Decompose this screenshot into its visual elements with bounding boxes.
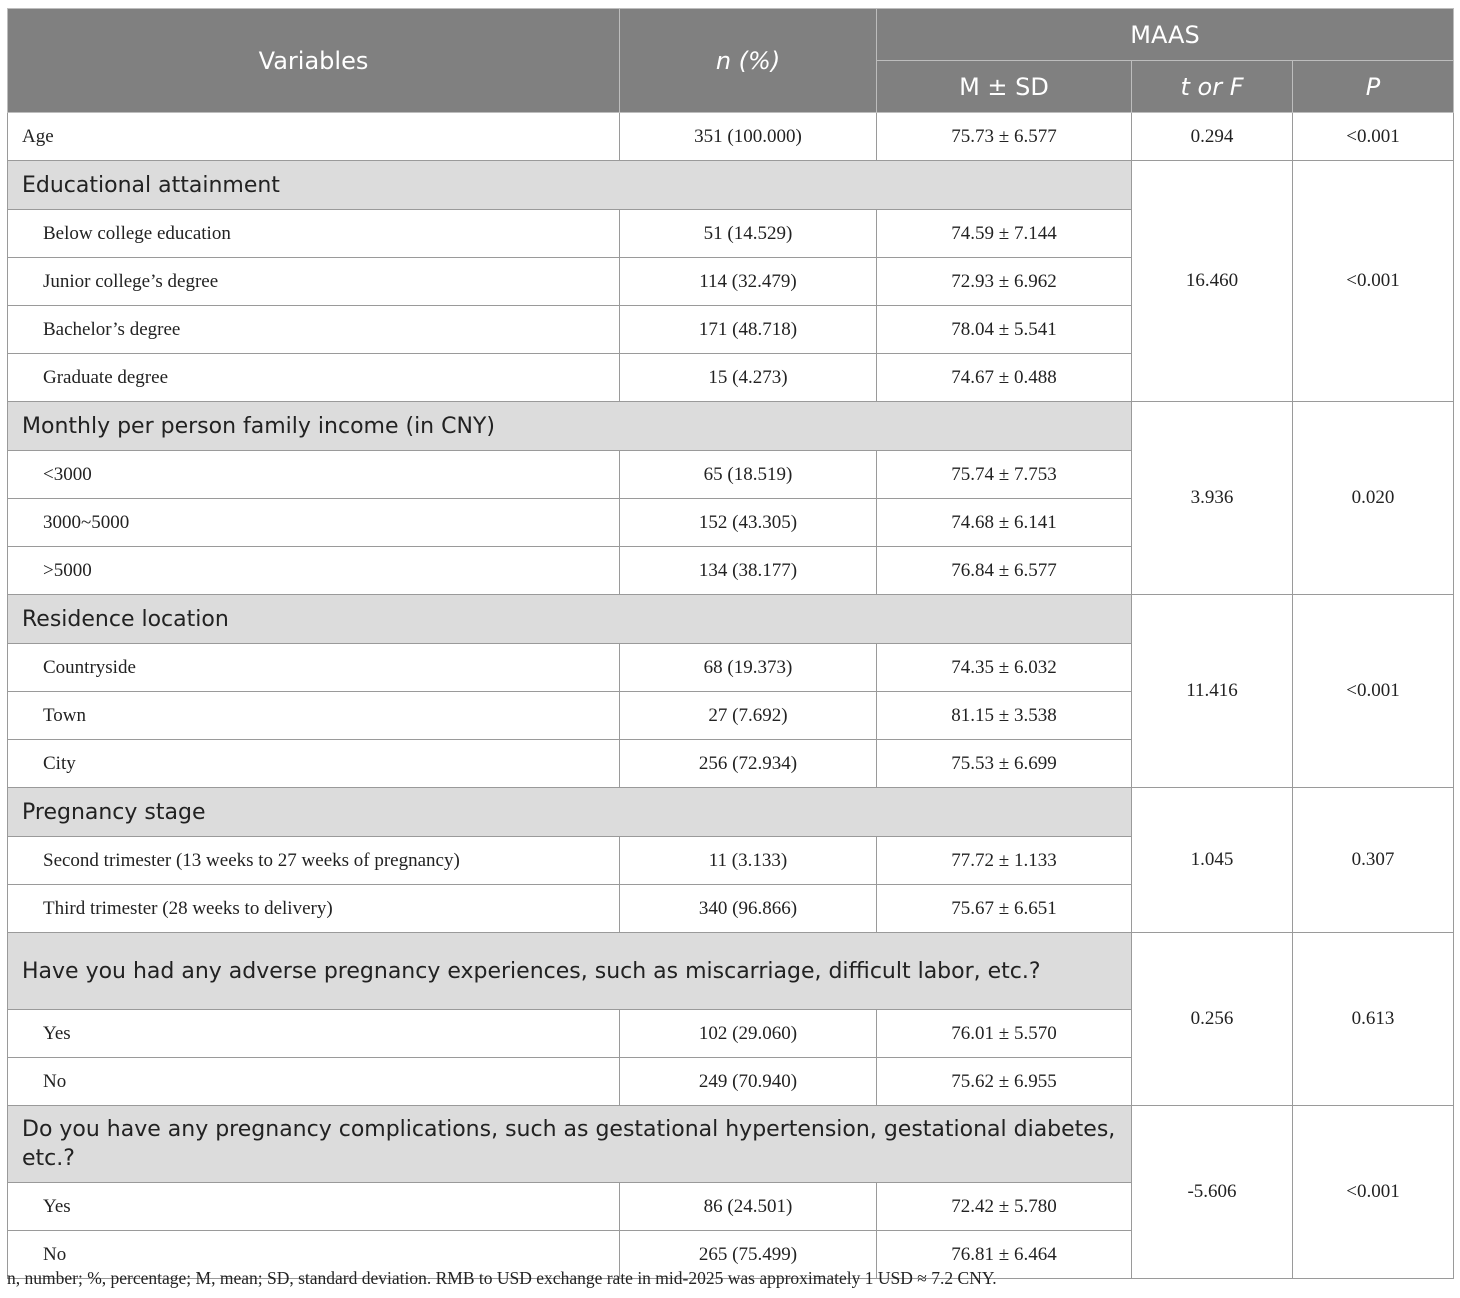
row-label: No	[8, 1058, 620, 1106]
data-table-container	[7, 8, 1453, 1279]
row-n-percent: 15 (4.273)	[620, 354, 877, 402]
row-n-percent: 249 (70.940)	[620, 1058, 877, 1106]
row-mean-sd: 76.01 ± 5.570	[877, 1010, 1132, 1058]
group-p-value: 0.307	[1293, 788, 1454, 933]
group-p-value: <0.001	[1293, 161, 1454, 402]
group-t-value: 1.045	[1132, 788, 1293, 933]
row-mean-sd: 77.72 ± 1.133	[877, 837, 1132, 885]
group-title: Have you had any adverse pregnancy experiences, such as miscarriage, difficult labor, etc.?	[8, 933, 1132, 1010]
row-mean-sd: 72.42 ± 5.780	[877, 1183, 1132, 1231]
row-mean-sd: 75.62 ± 6.955	[877, 1058, 1132, 1106]
table-row-age	[8, 113, 1454, 161]
row-mean-sd: 78.04 ± 5.541	[877, 306, 1132, 354]
row-label: Junior college’s degree	[8, 258, 620, 306]
group-t-value: -5.606	[1132, 1106, 1293, 1279]
row-mean-sd: 75.67 ± 6.651	[877, 885, 1132, 933]
table-body	[8, 113, 1454, 1279]
row-mean-sd: 81.15 ± 3.538	[877, 692, 1132, 740]
group-header-row	[8, 788, 1454, 837]
row-n-percent: 86 (24.501)	[620, 1183, 877, 1231]
row-mean-sd: 74.35 ± 6.032	[877, 644, 1132, 692]
row-mean-sd: 75.74 ± 7.753	[877, 451, 1132, 499]
row-n-percent: 152 (43.305)	[620, 499, 877, 547]
row-label: Yes	[8, 1010, 620, 1058]
group-p-value: 0.020	[1293, 402, 1454, 595]
row-label: No	[8, 1231, 620, 1279]
row-label: Below college education	[8, 210, 620, 258]
group-title: Pregnancy stage	[8, 788, 1132, 837]
row-n-percent: 68 (19.373)	[620, 644, 877, 692]
row-mean-sd: 74.68 ± 6.141	[877, 499, 1132, 547]
group-title: Residence location	[8, 595, 1132, 644]
group-p-value: <0.001	[1293, 1106, 1454, 1279]
header-mean-sd: M ± SD	[877, 61, 1132, 113]
group-title: Monthly per person family income (in CNY)	[8, 402, 1132, 451]
group-header-row	[8, 402, 1454, 451]
row-label: >5000	[8, 547, 620, 595]
group-t-value: 3.936	[1132, 402, 1293, 595]
row-label: Third trimester (28 weeks to delivery)	[8, 885, 620, 933]
row-label: 3000~5000	[8, 499, 620, 547]
age-t: 0.294	[1132, 113, 1293, 161]
row-mean-sd: 74.67 ± 0.488	[877, 354, 1132, 402]
row-n-percent: 11 (3.133)	[620, 837, 877, 885]
row-mean-sd: 74.59 ± 7.144	[877, 210, 1132, 258]
row-label: Town	[8, 692, 620, 740]
table-footnote: n, number; %, percentage; M, mean; SD, standard deviation. RMB to USD exchange rate in mid-2025 was approximately 1 USD ≈ 7.2 CNY.	[7, 1268, 997, 1288]
row-label: Second trimester (13 weeks to 27 weeks of pregnancy)	[8, 837, 620, 885]
header-variables: Variables	[8, 9, 620, 113]
row-n-percent: 114 (32.479)	[620, 258, 877, 306]
group-title: Do you have any pregnancy complications, such as gestational hypertension, gestational diabetes, etc.?	[8, 1106, 1132, 1183]
row-n-percent: 102 (29.060)	[620, 1010, 877, 1058]
row-label: Yes	[8, 1183, 620, 1231]
row-label: Graduate degree	[8, 354, 620, 402]
age-label: Age	[8, 113, 620, 161]
group-title: Educational attainment	[8, 161, 1132, 210]
age-p: <0.001	[1293, 113, 1454, 161]
row-label: <3000	[8, 451, 620, 499]
row-n-percent: 51 (14.529)	[620, 210, 877, 258]
row-mean-sd: 72.93 ± 6.962	[877, 258, 1132, 306]
group-p-value: <0.001	[1293, 595, 1454, 788]
group-p-value: 0.613	[1293, 933, 1454, 1106]
header-n-percent: n (%)	[620, 9, 877, 113]
group-t-value: 16.460	[1132, 161, 1293, 402]
group-t-value: 11.416	[1132, 595, 1293, 788]
age-msd: 75.73 ± 6.577	[877, 113, 1132, 161]
row-n-percent: 65 (18.519)	[620, 451, 877, 499]
row-n-percent: 27 (7.692)	[620, 692, 877, 740]
row-n-percent: 256 (72.934)	[620, 740, 877, 788]
group-header-row	[8, 161, 1454, 210]
group-header-row	[8, 595, 1454, 644]
row-mean-sd: 75.53 ± 6.699	[877, 740, 1132, 788]
header-maas: MAAS	[877, 9, 1454, 61]
header-t-or-f: t or F	[1132, 61, 1293, 113]
row-n-percent: 340 (96.866)	[620, 885, 877, 933]
row-mean-sd: 76.84 ± 6.577	[877, 547, 1132, 595]
row-label: City	[8, 740, 620, 788]
row-n-percent: 171 (48.718)	[620, 306, 877, 354]
row-label: Countryside	[8, 644, 620, 692]
maas-table	[7, 8, 1454, 1279]
group-header-row	[8, 933, 1454, 1010]
header-p: P	[1293, 61, 1454, 113]
age-n: 351 (100.000)	[620, 113, 877, 161]
group-t-value: 0.256	[1132, 933, 1293, 1106]
group-header-row	[8, 1106, 1454, 1183]
row-n-percent: 134 (38.177)	[620, 547, 877, 595]
row-mean-sd: 76.81 ± 6.464	[877, 1231, 1132, 1279]
row-n-percent: 265 (75.499)	[620, 1231, 877, 1279]
row-label: Bachelor’s degree	[8, 306, 620, 354]
